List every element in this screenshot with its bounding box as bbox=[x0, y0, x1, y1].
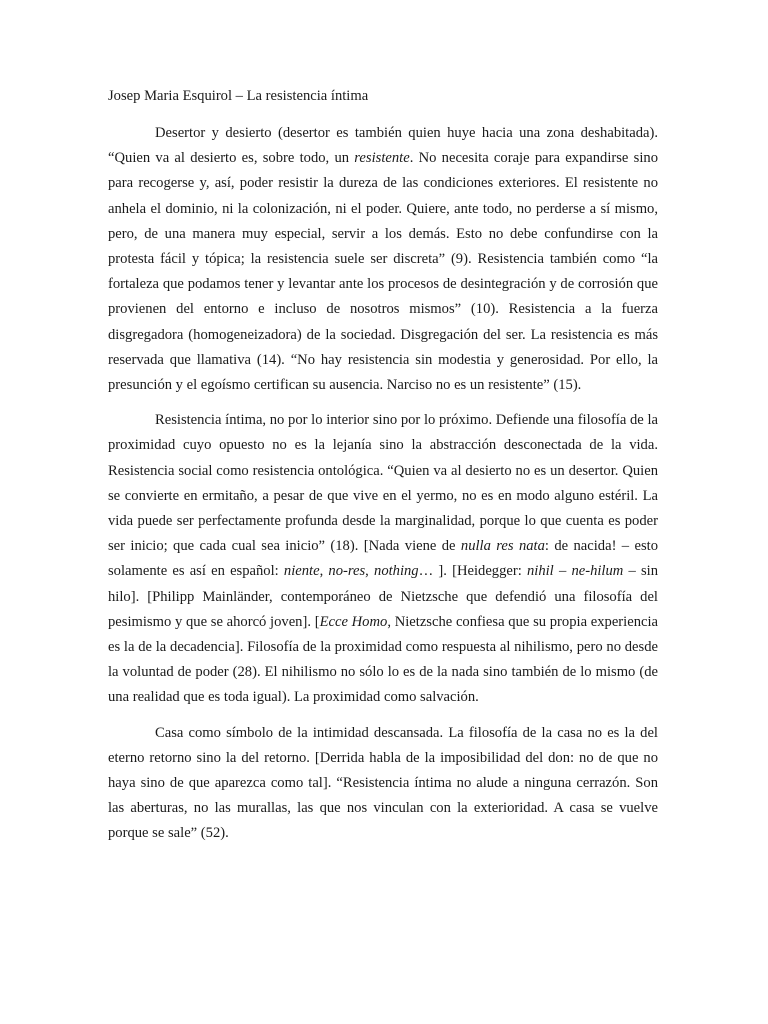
text-run: . No necesita coraje para expandirse sino para recogerse y, así, poder resistir la dureza de las condiciones exteriores. El resistente no anhela el dominio, ni la colonización, ni el poder. Quiere, ante todo, no perderse a sí mismo, pero, de una manera muy especial, servir a los demás. Esto no debe confundirse con la protesta fácil y tópica; la resistencia suele ser discreta” (9). Resistencia también como “la fortaleza que podamos tener y levantar ante los procesos de desintegración y de corrosión que provienen del entorno e incluso de nosotros mismos” (10). Resistencia a la fuerza disgregadora (homogeneizadora) de la sociedad. Disgregación del ser. La resistencia es más reservada que llamativa (14). “No hay resistencia sin modestia y generosidad. Por ello, la presunción y el egoísmo certifican su ausencia. Narciso no es un resistente” (15). bbox=[108, 150, 658, 394]
text-run: Desertor y desierto (desertor es también quien huye hacia una zona deshabitada). “Quien va al desierto es, sobre todo, un bbox=[108, 125, 658, 167]
italic-term: nothing bbox=[374, 563, 419, 580]
text-run: – sin hilo]. [Philipp Mainländer, contemporáneo de Nietzsche que defendió una filosofía del pesimismo y que se ahorcó joven]. [ bbox=[108, 563, 659, 630]
text-run: , bbox=[365, 563, 375, 580]
italic-term: ne-hilum bbox=[571, 563, 624, 580]
italic-term: resistente bbox=[354, 150, 410, 167]
text-run: … ]. [Heidegger: bbox=[418, 563, 527, 580]
text-run: , bbox=[319, 563, 329, 580]
italic-term: no-res bbox=[328, 563, 366, 580]
italic-term: niente bbox=[283, 563, 320, 580]
italic-term: nulla res nata bbox=[460, 538, 545, 555]
text-run: , Nietzsche confiesa que su propia experiencia es la de la decadencia]. Filosofía de la proximidad como respuesta al nihilismo, pero no desde la voluntad de poder (28). El nihilismo no sólo lo es de la nada sino también de lo mismo (de una realidad que es toda igual). La proximidad como salvación. bbox=[108, 613, 659, 706]
text-run: Casa como símbolo de la intimidad descansada. La filosofía de la casa no es la del eterno retorno sino la del retorno. [Derrida habla de la imposibilidad del don: no de que no haya sino de que aparezca como tal]. “Resistencia íntima no alude a ninguna cerrazón. Son las aberturas, no las murallas, las que nos vinculan con la exterioridad. A casa se vuelve porque se sale” (52). bbox=[108, 724, 658, 842]
text-run: : de nacida! – esto solamente es así en español: bbox=[108, 538, 658, 580]
italic-term: Ecce Homo bbox=[319, 613, 388, 630]
document-title: Josep Maria Esquirol – La resistencia íntima bbox=[108, 88, 369, 104]
paragraph bbox=[108, 721, 658, 847]
italic-term: nihil bbox=[526, 563, 554, 580]
text-run: Resistencia íntima, no por lo interior sino por lo próximo. Defiende una filosofía de la proximidad cuyo opuesto no es la lejanía sino la abstracción desconectada de la vida. Resistencia social como resistencia ontológica. “Quien va al desierto no es un desertor. Quien se convierte en ermitaño, a pesar de que vive en el yermo, no es en modo alguno estéril. La vida puede ser perfectamente profunda desde la marginalidad, porque lo que cuenta es poder ser inicio; que cada cual sea inicio” (18). [Nada viene de bbox=[108, 412, 658, 555]
text-run: – bbox=[553, 563, 572, 580]
paragraph bbox=[108, 121, 658, 398]
paragraph bbox=[108, 408, 658, 710]
document-body bbox=[108, 121, 658, 847]
